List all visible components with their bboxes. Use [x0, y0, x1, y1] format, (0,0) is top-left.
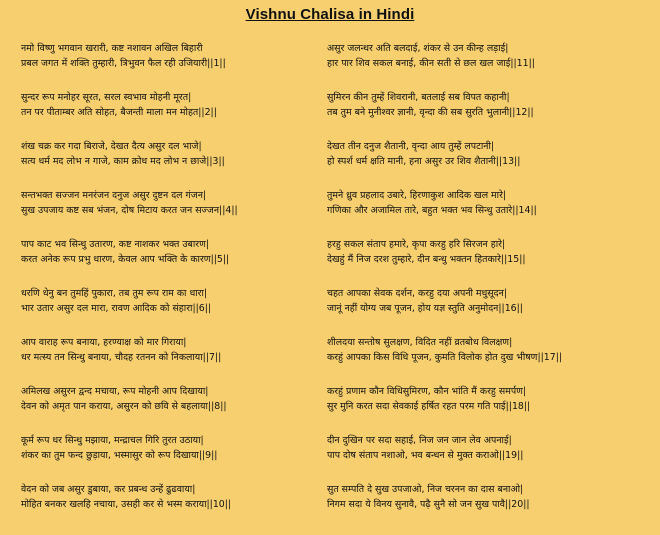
verse-line: सुत सम्पति दे सुख उपजाओ, निज चरनन का दास बनाओ| — [327, 484, 524, 495]
verse — [327, 433, 627, 482]
verse-line: असुर जलन्धर अति बलदाई, शंकर से उन कीन्ह लड़ाई| — [327, 43, 509, 54]
verse-line: चहत आपका सेवक दर्शन, करहु दया अपनी मधुसूदन| — [327, 288, 507, 299]
verse-line: तन पर पीताम्बर अति सोहत, बैजन्ती माला मन मोहत||2|| — [21, 107, 217, 118]
verse — [327, 384, 627, 433]
verse-line: कूर्म रूप धर सिन्धु मझाया, मन्द्राचल गिरि तुरत उठाया| — [21, 435, 204, 446]
verse-line: अमिलख असुरन द्वन्द मचाया, रूप मोहनी आप दिखाया| — [21, 386, 209, 397]
verse-line: सन्तभक्त सज्जन मनरंजन दनुज असुर दुष्टन दल गंजन| — [21, 190, 207, 201]
verse-line: मोहित बनकर खलहि नचाया, उसही कर से भस्म कराया||10|| — [21, 499, 232, 510]
verse — [21, 384, 321, 433]
verse-line: हरहु सकल संताप हमारे, कृपा करहु हरि सिरजन हारे| — [327, 239, 506, 250]
verse-line: देखत तीन दनुज शैतानी, वृन्दा आय तुम्हें लपटानी| — [327, 141, 495, 152]
verse-line: पाप काट भव सिन्धु उतारण, कष्ट नाशकर भक्त उबारण| — [21, 239, 210, 250]
verse — [21, 237, 321, 286]
right-column — [327, 41, 627, 531]
verse — [327, 90, 627, 139]
verse-line: वेदन को जब असुर डुबाया, कर प्रबन्ध उन्हें ढुढवाया| — [21, 484, 196, 495]
verse-line: धरणि धेनु बन तुमहिं पुकारा, तब तुम रूप राम का धारा| — [21, 288, 208, 299]
verse-line: सत्य धर्म मद लोभ न गाजे, काम क्रोध मद लोभ न छाजे||3|| — [21, 156, 225, 167]
verse — [21, 433, 321, 482]
verse — [327, 286, 627, 335]
verse — [21, 139, 321, 188]
verse-line: सुमिरन कीन तुम्हें शिवरानी, बतलाई सब विपत कहानी| — [327, 92, 510, 103]
verse — [327, 139, 627, 188]
page-title: Vishnu Chalisa in Hindi — [245, 6, 415, 23]
verse-line: सुर मुनि करत सदा सेवकाई हर्षित रहत परम गति पाई||18|| — [327, 401, 531, 412]
verse — [21, 482, 321, 531]
verse — [21, 335, 321, 384]
verse — [21, 188, 321, 237]
verse-line: प्रबल जगत में शक्ति तुम्हारी, त्रिभुवन फैल रही उजियारी||1|| — [21, 58, 226, 69]
verse-line: हार पार शिव सकल बनाई, कीन सती से छल खल जाई||11|| — [327, 58, 535, 69]
verse — [21, 90, 321, 139]
verse-line: गणिका और अजामिल तारे, बहुत भक्त भव सिन्धु उतारे||14|| — [327, 205, 537, 216]
left-column — [21, 41, 321, 531]
verse-line: तुमने ध्रुव प्रहलाद उबारे, हिरणाकुश आदिक खल मारे| — [327, 190, 507, 201]
verse-line: दीन दुखिन पर सदा सहाई, निज जन जान लेव अपनाई| — [327, 435, 512, 446]
verse-line: नमो विष्णु भगवान खरारी, कष्ट नशावन अखिल बिहारी — [21, 43, 203, 54]
verse-line: जानूं नहीं योग्य जब पूजन, होय यज्ञ स्तुति अनुमोदन||16|| — [327, 303, 523, 314]
verse-line: पाप दोष संताप नशाओ, भव बन्धन से मुक्त कराओ||19|| — [327, 450, 524, 461]
verse-line: सुख उपजाय कष्ट सब भंजन, दोष मिटाय करत जन सज्जन||4|| — [21, 205, 238, 216]
verse-line: आप वाराह रूप बनाया, हरण्याक्ष को मार गिराया| — [21, 337, 187, 348]
verse-line: भार उतार असुर दल मारा, रावण आदिक को संहारा||6|| — [21, 303, 212, 314]
verse — [327, 41, 627, 90]
verse-line: निगम सदा ये विनय सुनावै, पढ़ै सुनै सो जन सुख पावै||20|| — [327, 499, 530, 510]
verse-line: सुन्दर रूप मनोहर सूरत, सरल स्वभाव मोहनी मूरत| — [21, 92, 192, 103]
verse — [21, 41, 321, 90]
verse — [327, 188, 627, 237]
verse — [327, 482, 627, 531]
verse — [21, 286, 321, 335]
verse-line: हो स्पर्श धर्म क्षति मानी, हना असुर उर शिव शैतानी||13|| — [327, 156, 521, 167]
verse-line: शंख चक्र कर गदा बिराजे, देखत दैत्य असुर दल भाजे| — [21, 141, 202, 152]
verse-line: करहुं प्रणाम कौन विधिसुमिरण, कौन भांति मैं करहु समर्पण| — [327, 386, 527, 397]
verse-line: देवन को अमृत पान कराया, असुरन को छवि से बहलाया||8|| — [21, 401, 227, 412]
verse-line: शंकर का तुम फन्द छुड़ाया, भस्मासुर को रूप दिखाया||9|| — [21, 450, 218, 461]
verse-line: शीलदया सन्तोष सुलक्षण, विदित नहीं व्रतबोध विलक्षण| — [327, 337, 513, 348]
verse-line: करत अनेक रूप प्रभु धारण, केवल आप भक्ति के कारण||5|| — [21, 254, 230, 265]
verse-line: तब तुम बने मुनीश्वर ज्ञानी, वृन्दा की सब सुरति भुलानी||12|| — [327, 107, 534, 118]
verse-line: देखहुं मैं निज दरश तुम्हारे, दीन बन्धु भक्तन हितकारे||15|| — [327, 254, 526, 265]
verse — [327, 335, 627, 384]
verse-line: करहुं आपका किस विधि पूजन, कुमति विलोक होत दुख भीषण||17|| — [327, 352, 563, 363]
verse — [327, 237, 627, 286]
verse-line: धर मत्स्य तन सिन्धु बनाया, चौदह रतनन को निकलाया||7|| — [21, 352, 222, 363]
